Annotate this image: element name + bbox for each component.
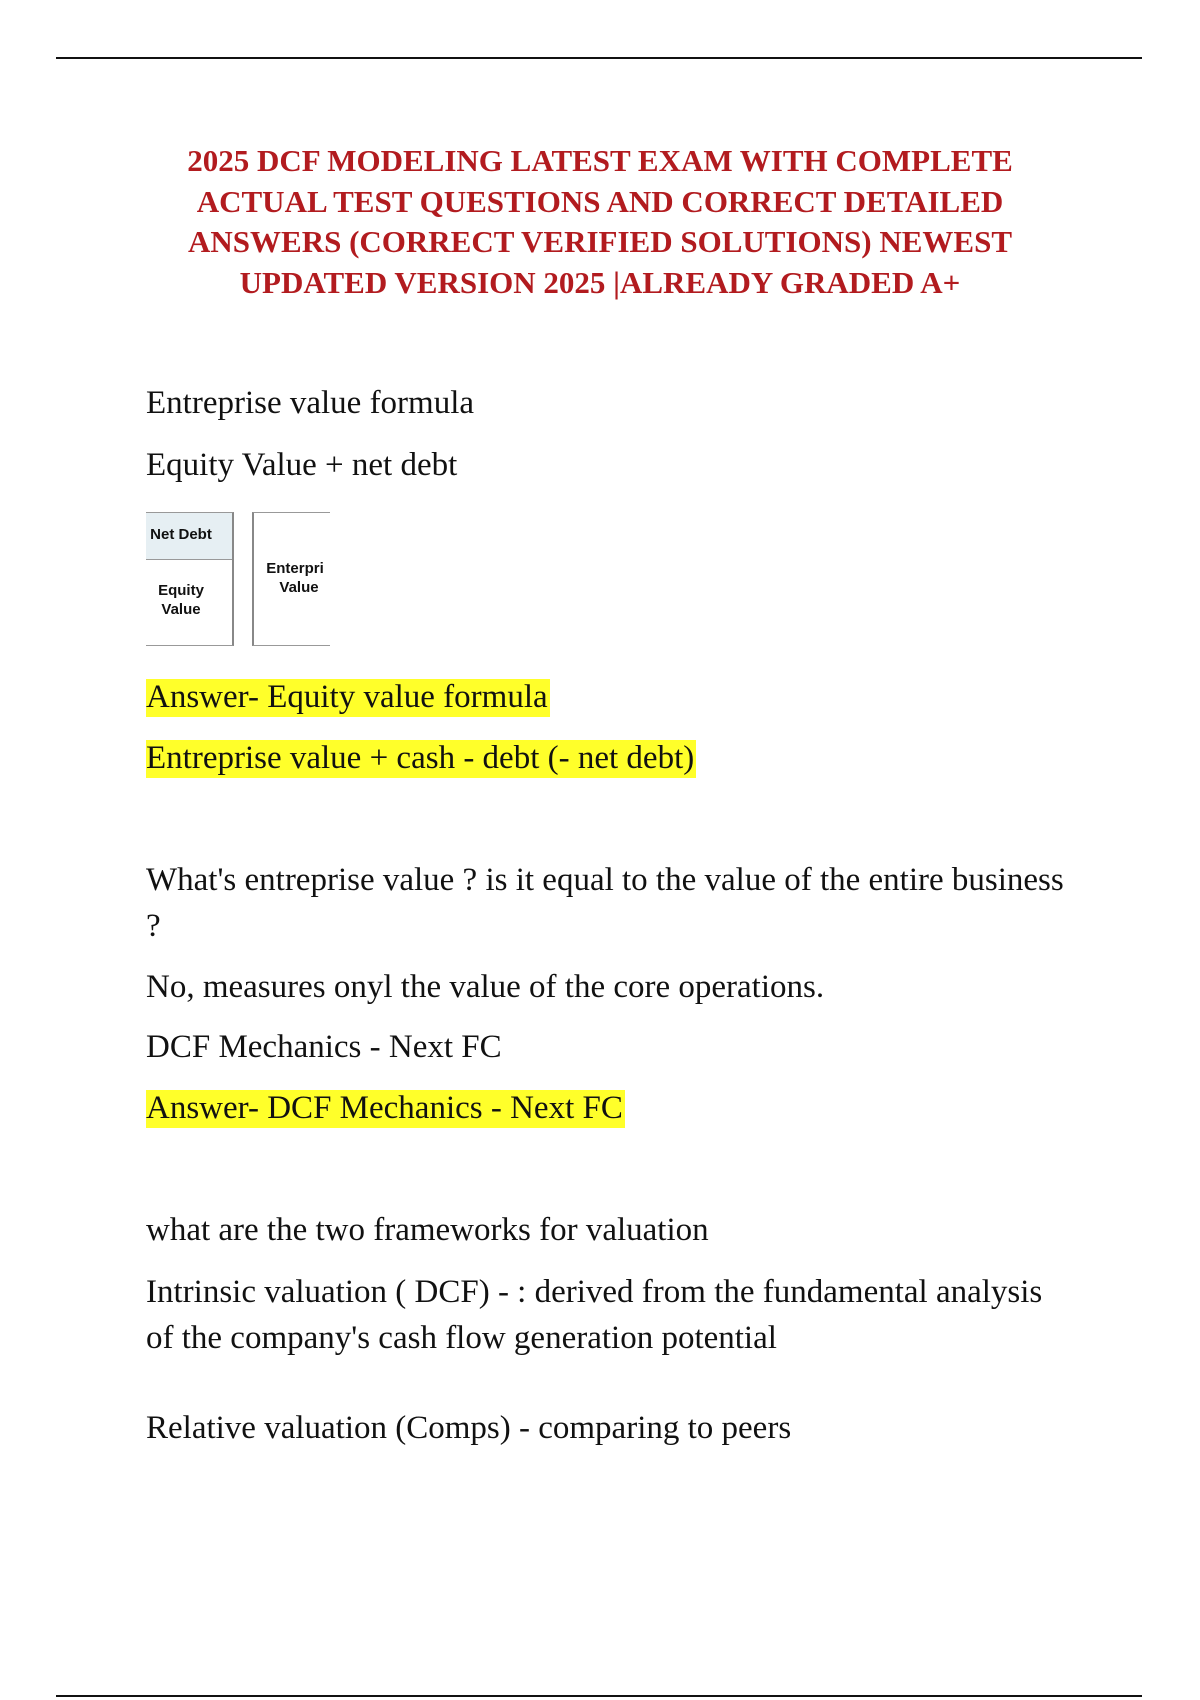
title-line: ANSWERS (CORRECT VERIFIED SOLUTIONS) NEWEST	[188, 224, 1012, 259]
highlight: Answer- Equity value formula	[146, 679, 548, 715]
document-title	[100, 141, 1100, 303]
equity-label-line2: Value	[161, 601, 201, 618]
enterprise-label-line1: Enterpri	[266, 560, 324, 577]
title-line: 2025 DCF MODELING LATEST EXAM WITH COMPLETE	[187, 143, 1013, 178]
question-entreprise-value-definition: What's entreprise value ? is it equal to the value of the entire business ?	[146, 862, 1064, 944]
answer-relative-valuation: Relative valuation (Comps) - comparing to peers	[146, 1410, 792, 1446]
answer-core-operations: No, measures onyl the value of the core operations.	[146, 969, 825, 1005]
diagram-left-box	[146, 512, 234, 646]
enterprise-label-line2: Value	[279, 579, 319, 596]
highlight: Entreprise value + cash - debt (- net debt)	[146, 740, 695, 776]
highlighted-answer	[146, 735, 1066, 781]
net-debt-label: Net Debt	[150, 526, 212, 543]
answer-intrinsic-valuation: Intrinsic valuation ( DCF) - : derived from the fundamental analysis of the company's cash flow generation potential	[146, 1274, 1043, 1356]
question-valuation-frameworks: what are the two frameworks for valuation	[146, 1212, 709, 1248]
answer-enterprise-value: Equity Value + net debt	[146, 447, 458, 483]
equity-label-line1: Equity	[158, 582, 204, 599]
title-line: UPDATED VERSION 2025 |ALREADY GRADED A+	[239, 264, 961, 300]
title-line: ACTUAL TEST QUESTIONS AND CORRECT DETAILED	[196, 183, 1004, 219]
highlight: Answer- DCF Mechanics - Next FC	[146, 1090, 623, 1126]
question-dcf-mechanics: DCF Mechanics - Next FC	[146, 1029, 502, 1065]
diagram-right-box	[252, 512, 330, 646]
highlighted-answer	[146, 1085, 1066, 1131]
diagram-net-debt-cell	[146, 513, 232, 560]
highlighted-answer	[146, 674, 1066, 720]
question-enterprise-value: Entreprise value formula	[146, 385, 475, 421]
ev-diagram	[146, 512, 330, 646]
bottom-rule	[56, 1695, 1142, 1697]
top-rule	[56, 57, 1142, 59]
